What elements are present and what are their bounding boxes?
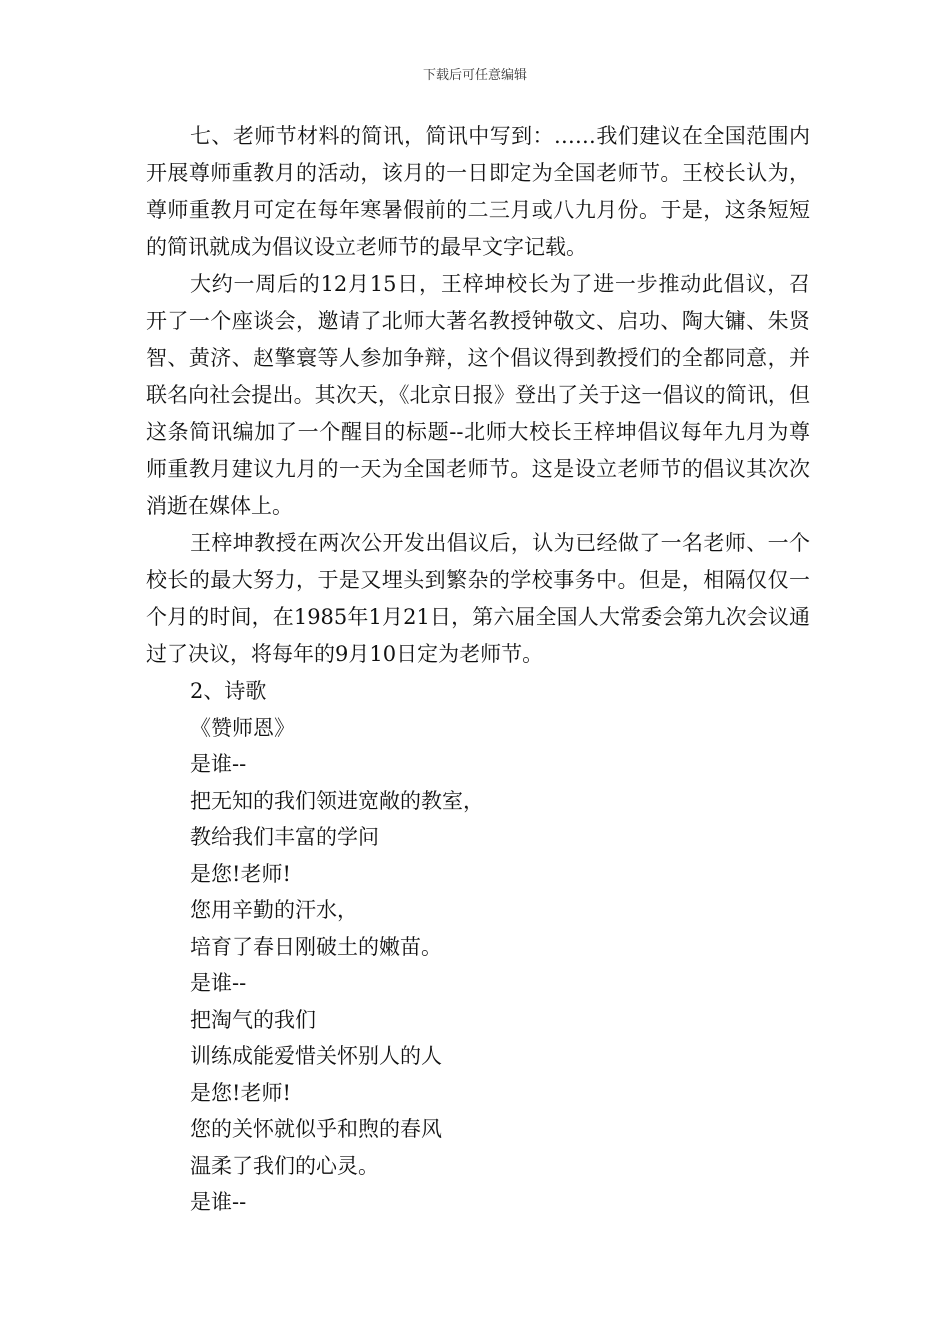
poem-line: 把淘气的我们: [190, 1007, 316, 1032]
poem-line: 训练成能爱惜关怀别人的人: [190, 1044, 442, 1068]
page-header: 下载后可任意编辑: [422, 68, 527, 83]
poem-line: 是谁--: [190, 752, 247, 776]
section-heading: 2、诗歌: [190, 679, 267, 703]
poem-line: 您的关怀就似乎和煦的春风: [190, 1117, 442, 1141]
poem-line: 培育了春日刚破土的嫩苗。: [190, 934, 442, 959]
paragraph-2: 大约一周后的12月15日，王梓坤校长为了进一步推动此倡议，召开了一个座谈会，邀请了北师大著名教授钟敬文、启功、陶大镛、朱贤智、黄济、赵擎寰等人参加争辩，这个倡议得到教授们的全都同意，并联名向社会提出。其次天，《北京日报》登出了关于这一倡议的简讯，但这条简讯编加了一个醒目的标题--北师大校长王梓坤倡议每年九月为尊师重教月建议九月的一天为全国老师节。这是设立老师节的倡议其次次消逝在媒体上。: [146, 272, 810, 518]
paragraph-3: 王梓坤教授在两次公开发出倡议后，认为已经做了一名老师、一个校长的最大努力，于是又埋头到繁杂的学校事务中。但是，相隔仅仅一个月的时间，在1985年1月21日，第六届全国人大常委会第九次会议通过了决议，将每年的9月10日定为老师节。: [146, 531, 810, 666]
poem-line: 把无知的我们领进宽敞的教室，: [190, 788, 484, 813]
poem-line: 温柔了我们的心灵。: [190, 1153, 379, 1178]
poem-line: 是谁--: [190, 971, 247, 995]
poem-title: 《赞师恩》: [190, 715, 295, 740]
poem-line: 是谁--: [190, 1190, 247, 1214]
poem-line: 是您!老师!: [190, 1080, 291, 1105]
document-body: [146, 118, 810, 1221]
poem-line: 您用辛勤的汗水，: [190, 898, 358, 922]
poem-line: 教给我们丰富的学问: [190, 825, 379, 849]
paragraph-1: 七、老师节材料的简讯，简讯中写到：……我们建议在全国范围内开展尊师重教月的活动，该月的一日即定为全国老师节。王校长认为，尊师重教月可定在每年寒暑假前的二三月或八九月份。于是，这条短短的简讯就成为倡议设立老师节的最早文字记载。: [146, 124, 810, 259]
poem-line: 是您!老师!: [190, 861, 291, 886]
